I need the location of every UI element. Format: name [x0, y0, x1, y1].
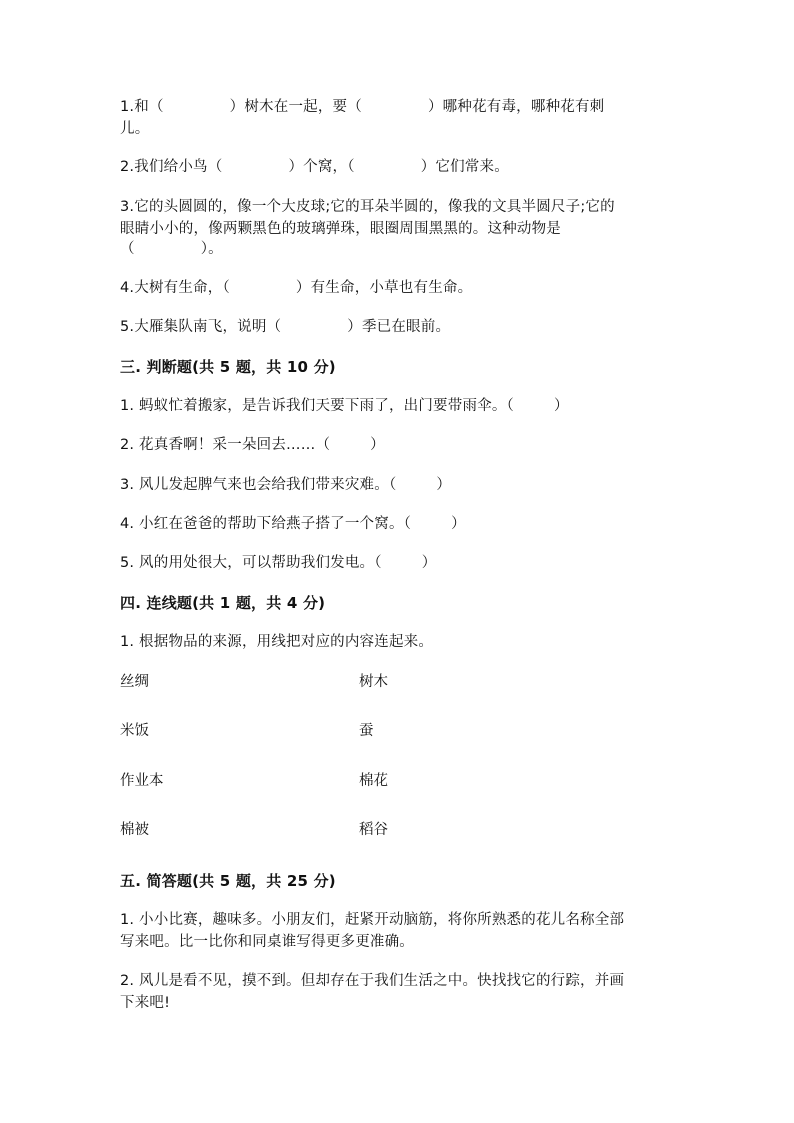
bracket: ） [451, 516, 466, 532]
match-left-item[interactable]: 丝绸 [120, 674, 149, 690]
section-3-title: 三. 判断题(共 5 题，共 10 分) [120, 358, 336, 376]
question-text: 大雁集队南飞，说明（ [134, 319, 282, 335]
section-5-title: 五. 简答题(共 5 题，共 25 分) [120, 872, 336, 890]
section-4-title: 四. 连线题(共 1 题，共 4 分) [120, 594, 326, 612]
judge-question-3 [120, 474, 451, 496]
bracket: ） [436, 477, 452, 493]
question-text: ）季已在眼前。 [347, 319, 451, 335]
question-number: 5. [120, 319, 135, 335]
fill-question-3-cont [120, 218, 561, 240]
match-right-item[interactable]: 棉花 [359, 773, 388, 789]
fill-question-1-cont [120, 118, 149, 140]
fill-question-3-cont2 [120, 238, 223, 260]
fill-question-4 [120, 277, 472, 299]
question-text: 眼睛小小的，像两颗黑色的玻璃弹珠，眼圈周围黑黑的。这种动物是 [120, 221, 561, 237]
judge-question-5 [120, 552, 436, 574]
match-right-item[interactable]: 蚕 [359, 723, 374, 739]
question-text: 儿。 [120, 121, 150, 137]
judge-question-1 [120, 395, 569, 417]
question-text: ）个窝，（ [288, 159, 355, 175]
question-text: ）哪种花有毒，哪种花有刺 [427, 99, 605, 115]
question-text: ）有生命，小草也有生命。 [295, 280, 473, 296]
question-text: 4. 小红在爸爸的帮助下给燕子搭了一个窝。（ [120, 516, 412, 532]
question-text: 1. 蚂蚁忙着搬家，是告诉我们天要下雨了，出门要带雨伞。（ [120, 398, 514, 414]
question-text: （ [120, 241, 135, 257]
match-left-item[interactable]: 棉被 [120, 822, 149, 838]
judge-question-4 [120, 513, 466, 535]
question-text: 3. 风儿发起脾气来也会给我们带来灾难。（ [120, 477, 397, 493]
short-answer-1-cont: 写来吧。比一比你和同桌谁写得更多更准确。 [120, 934, 414, 950]
bracket: ） [554, 398, 569, 414]
question-text: ）。 [200, 241, 223, 257]
question-number: 1. [120, 99, 135, 115]
short-answer-2-cont: 下来吧! [120, 995, 171, 1011]
match-left-item[interactable]: 米饭 [120, 723, 149, 739]
question-text: 大树有生命，（ [134, 280, 230, 296]
question-text: 5. 风的用处很大，可以帮助我们发电。（ [120, 555, 382, 571]
question-text: 它的头圆圆的，像一个大皮球;它的耳朵半圆的，像我的文具半圆尺子;它的 [134, 199, 615, 215]
match-right-item[interactable]: 稻谷 [359, 822, 388, 838]
fill-question-2 [120, 156, 509, 178]
fill-question-5 [120, 316, 450, 338]
question-number: 2. [120, 159, 135, 175]
question-text: ）它们常来。 [420, 159, 509, 175]
short-answer-1: 1. 小小比赛，趣味多。小朋友们，赶紧开动脑筋，将你所熟悉的花儿名称全部 [120, 912, 625, 928]
judge-question-2 [120, 434, 385, 456]
fill-question-3 [120, 196, 615, 218]
match-right-item[interactable]: 树木 [359, 674, 388, 690]
fill-question-1 [120, 96, 604, 118]
bracket: ） [421, 555, 437, 571]
matching-question: 1. 根据物品的来源，用线把对应的内容连起来。 [120, 634, 434, 650]
question-text: 和（ [134, 99, 164, 115]
bracket: ） [370, 437, 385, 453]
question-text: ）树木在一起，要（ [229, 99, 362, 115]
short-answer-2: 2. 风儿是看不见，摸不到。但却存在于我们生活之中。快找找它的行踪，并画 [120, 973, 625, 989]
question-text: 我们给小鸟（ [134, 159, 223, 175]
question-number: 4. [120, 280, 135, 296]
question-text: 2. 花真香啊！采一朵回去……（ [120, 437, 331, 453]
match-left-item[interactable]: 作业本 [120, 773, 164, 789]
question-number: 3. [120, 199, 135, 215]
